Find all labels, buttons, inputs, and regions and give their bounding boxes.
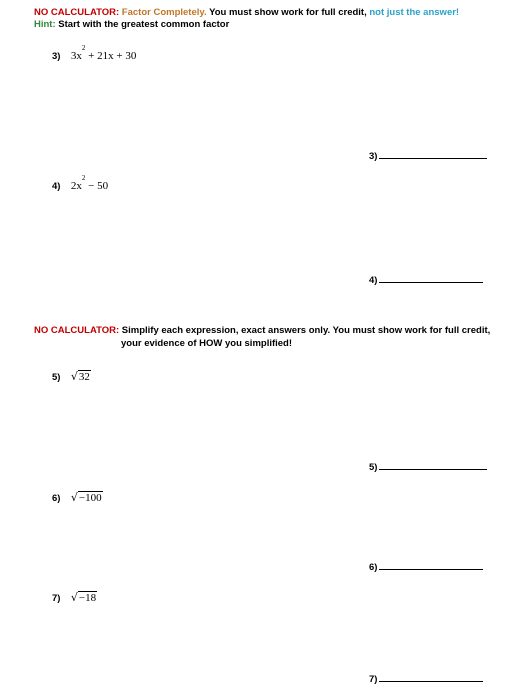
answer-blank-6[interactable]: [369, 560, 483, 573]
expression: $3x^2 + 21x + 30$: [70, 44, 137, 62]
problem-number: 4): [52, 181, 61, 192]
simplify-instructions: Simplify each expression, exact answers only. You must show work for full credit,: [121, 325, 491, 336]
answer-blank-5[interactable]: [369, 460, 487, 473]
answer-blank-3[interactable]: [369, 149, 487, 162]
hint-label: Hint:: [34, 19, 56, 30]
radical-sign: √: [70, 591, 78, 604]
radical-expression: √−100: [70, 491, 102, 504]
answer-label: 6): [369, 562, 378, 573]
radical-sign: √: [70, 370, 78, 383]
instructions-line-2b: [121, 338, 292, 350]
simplify-instructions-cont: your evidence of HOW you simplified!: [121, 338, 293, 349]
answer-line: [379, 672, 483, 682]
answer-line: [379, 560, 483, 570]
radical-expression: √32: [70, 370, 90, 383]
answer-blank-4[interactable]: [369, 273, 483, 286]
hint-line: [34, 19, 229, 31]
problem-3: [52, 46, 136, 64]
answer-line: [379, 149, 487, 159]
problem-number: 7): [52, 593, 61, 604]
hint-text: Start with the greatest common factor: [58, 19, 230, 30]
radical-sign: √: [70, 491, 78, 504]
show-work-requirement: You must show work for full credit,: [209, 7, 367, 18]
answer-label: 4): [369, 275, 378, 286]
instructions-line-2: [34, 325, 490, 337]
factor-task: Factor Completely.: [121, 7, 207, 18]
problem-number: 5): [52, 372, 61, 383]
radical-expression: √−18: [70, 591, 97, 604]
answer-blank-7[interactable]: [369, 672, 483, 685]
problem-number: 6): [52, 493, 61, 504]
instructions-line-1: [34, 7, 459, 19]
answer-label: 5): [369, 462, 378, 473]
problem-5: [52, 367, 91, 385]
no-calculator-label: NO CALCULATOR:: [34, 7, 120, 18]
answer-label: 3): [369, 151, 378, 162]
problem-7: [52, 588, 97, 606]
problem-4: [52, 176, 108, 194]
not-just-answer-emphasis: not just the answer!: [369, 7, 460, 18]
problem-number: 3): [52, 51, 61, 62]
answer-line: [379, 273, 483, 283]
problem-6: [52, 488, 103, 506]
expression: $2x^2 - 50$: [70, 174, 109, 192]
answer-label: 7): [369, 674, 378, 685]
no-calculator-label: NO CALCULATOR:: [34, 325, 120, 336]
answer-line: [379, 460, 487, 470]
